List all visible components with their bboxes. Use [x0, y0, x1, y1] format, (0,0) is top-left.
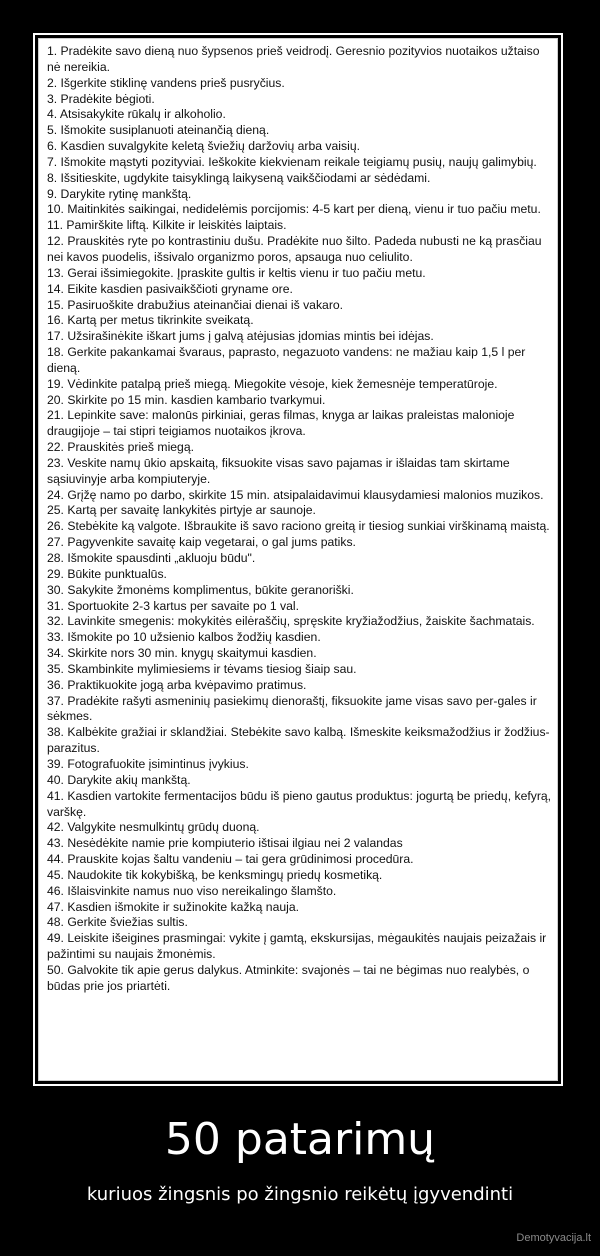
tip-item: 39. Fotografuokite įsimintinus įvykius.: [47, 756, 249, 771]
tip-item: 45. Naudokite tik kokybišką, be kenksmingų priedų kosmetiką.: [47, 867, 383, 882]
tip-item: 8. Išsitieskite, ugdykite taisyklingą laikyseną vaikščiodami ar sėdėdami.: [47, 170, 431, 185]
tip-item: 16. Kartą per metus tikrinkite sveikatą.: [47, 313, 254, 328]
tip-item: 14. Eikite kasdien pasivaikščioti gryname ore.: [47, 281, 293, 296]
tip-item: 47. Kasdien išmokite ir sužinokite kažką nauja.: [47, 899, 300, 914]
poster-title: 50 patarimų: [164, 1114, 436, 1165]
tip-item: 43. Nesėdėkite namie prie kompiuterio ištisai ilgiau nei 2 valandas: [47, 836, 403, 851]
tip-item: 30. Sakykite žmonėms komplimentus, būkite geranoriški.: [47, 582, 354, 597]
tip-item: 40. Darykite akių mankštą.: [47, 772, 191, 787]
poster-image: [38, 38, 558, 1081]
tip-item: 7. Išmokite mąstyti pozityviai. Ieškokite kiekvienam reikale teigiamų pusių, naujų galimybių.: [47, 154, 537, 169]
tip-item: 27. Pagyvenkite savaitę kaip vegetarai, o gal jums patiks.: [47, 535, 356, 550]
tip-item: 29. Būkite punktualūs.: [47, 566, 167, 581]
tip-item: 2. Išgerkite stiklinę vandens prieš pusryčius.: [47, 75, 285, 90]
tip-item: 48. Gerkite šviežias sultis.: [47, 915, 188, 930]
tip-item: 17. Užsirašinėkite iškart jums į galvą atėjusias įdomias mintis bei idėjas.: [47, 329, 434, 344]
tip-item: 34. Skirkite nors 30 min. knygų skaitymui kasdien.: [47, 646, 317, 661]
tip-item: 32. Lavinkite smegenis: mokykitės eilėraščių, spręskite kryžiažodžius, žaiskite šachmatais.: [47, 614, 535, 629]
tip-item: 44. Prauskite kojas šaltu vandeniu – tai gera grūdinimosi procedūra.: [47, 852, 414, 867]
tips-list: [47, 44, 555, 995]
tip-item: 23. Veskite namų ūkio apskaitą, fiksuokite visas savo pajamas ir išlaidas tam skirtame sąsiuvinyje arba kompiuteryje.: [47, 455, 510, 486]
tip-item: 15. Pasiruoškite drabužius ateinančiai dienai iš vakaro.: [47, 297, 344, 312]
tip-item: 1. Pradėkite savo dieną nuo šypsenos prieš veidrodį. Geresnio pozityvios nuotaikos užtaiso nė nereikia.: [47, 44, 540, 74]
tip-item: 5. Išmokite susiplanuoti ateinančią dieną.: [47, 123, 270, 138]
site-credit: Demotyvacija.lt: [516, 1232, 591, 1244]
tip-item: 18. Gerkite pakankamai švaraus, paprasto, negazuoto vandens: ne mažiau kaip 1,5 l per dieną.: [47, 345, 526, 375]
tip-item: 41. Kasdien vartokite fermentacijos būdu iš pieno gautus produktus: jogurtą be priedų, kefyrą, varškę.: [47, 788, 552, 819]
tip-item: 3. Pradėkite bėgioti.: [47, 91, 155, 106]
tip-item: 13. Gerai išsimiegokite. Įpraskite gultis ir keltis vienu ir tuo pačiu metu.: [47, 265, 426, 280]
tip-item: 42. Valgykite nesmulkintų grūdų duoną.: [47, 820, 260, 835]
tip-item: 22. Prauskitės prieš miegą.: [47, 440, 194, 455]
tip-item: 9. Darykite rytinę mankštą.: [47, 186, 192, 201]
tip-item: 50. Galvokite tik apie gerus dalykus. Atminkite: svajonės – tai ne bėgimas nuo realybės, o būdas prie jos priartėti.: [47, 962, 530, 993]
tip-item: 21. Lepinkite save: malonūs pirkiniai, geras filmas, knyga ar laikas praleistas malonioje draugijoje – tai stipri teigiamos nuotaikos įkrova.: [47, 408, 515, 439]
tip-item: 4. Atsisakykite rūkalų ir alkoholio.: [47, 107, 226, 122]
tip-item: 38. Kalbėkite gražiai ir sklandžiai. Stebėkite savo kalbą. Išmeskite keiksmažodžius ir žodžius-parazitus.: [47, 725, 550, 756]
tip-item: 31. Sportuokite 2-3 kartus per savaite po 1 val.: [47, 598, 300, 613]
poster-subtitle: kuriuos žingsnis po žingsnio reikėtų įgyvendinti: [86, 1184, 514, 1205]
tip-item: 28. Išmokite spausdinti „akluoju būdu".: [47, 551, 256, 565]
tip-item: 24. Grįžę namo po darbo, skirkite 15 min. atsipalaidavimui klausydamiesi malonios muzikos.: [47, 487, 544, 502]
tip-item: 6. Kasdien suvalgykite keletą šviežių daržovių arba vaisių.: [47, 139, 360, 154]
tip-item: 36. Praktikuokite jogą arba kvėpavimo pratimus.: [47, 677, 307, 692]
tip-item: 12. Prauskitės ryte po kontrastiniu dušu. Pradėkite nuo šilto. Padeda nubusti ne ką prasčiau nei kavos puodelis, išsivalo organizmo poros, apsauga nuo celiulito.: [47, 234, 542, 264]
tip-item: 19. Vėdinkite patalpą prieš miegą. Miegokite vėsoje, kiek žemesnėje temperatūroje.: [47, 376, 498, 391]
tip-item: 46. Išlaisvinkite namus nuo viso nereikalingo šlamšto.: [47, 883, 337, 898]
tip-item: 37. Pradėkite rašyti asmeninių pasiekimų dienoraštį, fiksuokite jame visas savo per-gales ir sėkmes.: [47, 693, 537, 724]
tip-item: 26. Stebėkite ką valgote. Išbraukite iš savo raciono greitą ir tiesiog sunkiai virškinamą maistą.: [47, 519, 550, 534]
tip-item: 10. Maitinkitės saikingai, nedidelėmis porcijomis: 4-5 kart per dieną, vienu ir tuo pačiu metu.: [47, 202, 541, 217]
tip-item: 33. Išmokite po 10 užsienio kalbos žodžių kasdien.: [47, 630, 321, 645]
tip-item: 35. Skambinkite mylimiesiems ir tėvams tiesiog šiaip sau.: [47, 661, 357, 676]
tip-item: 49. Leiskite išeigines prasmingai: vykite į gamtą, ekskursijas, mėgaukitės naujais peizažais ir pažintimi su naujais žmonėmis.: [47, 931, 547, 962]
tip-item: 20. Skirkite po 15 min. kasdien kambario tvarkymui.: [47, 392, 326, 407]
tip-item: 25. Kartą per savaitę lankykitės pirtyje ar saunoje.: [47, 503, 316, 518]
tip-item: 11. Pamirškite liftą. Kilkite ir leiskitės laiptais.: [47, 218, 287, 233]
